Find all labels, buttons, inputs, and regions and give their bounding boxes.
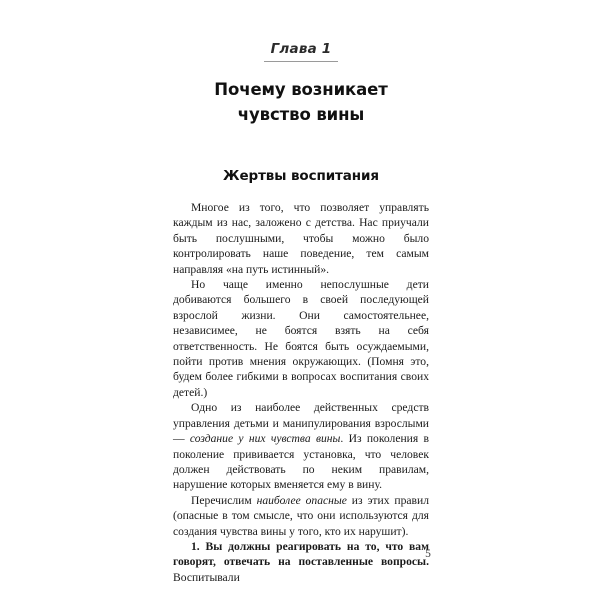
rule-list-item-1	[173, 539, 429, 585]
paragraph-3	[173, 400, 429, 492]
rule-list-item-1-trailing-text: Воспитывали	[173, 570, 240, 584]
paragraph-4-emphasis: наиболее опасные	[256, 493, 347, 507]
page-number: 5	[425, 548, 431, 560]
paragraph-4-text-before-emphasis: Перечислим	[191, 493, 257, 507]
rule-list-item-1-bold-text: 1. Вы должны реагировать на то, что вам говорят, отвечать на поставленные вопросы.	[173, 539, 429, 569]
paragraph-4-text-after-emphasis: из этих правил (опасные в том смысле, что они используются для создания чувства вины у того, кто их нарушит).	[173, 493, 429, 538]
paragraph-1: Многое из того, что позволяет управлять каждым из нас, заложено с детства. Нас приучали быть послушными, чтобы можно было контролировать наше поведение, тем самым направляя «на путь истинный».	[173, 201, 429, 276]
chapter-divider-rule	[264, 61, 338, 62]
paragraph-4	[173, 493, 429, 539]
paragraph-3-text-after-emphasis: . Из поколения в поколение прививается установка, что человек должен действовать по неким правилам, нарушение которых вменяется ему в вину.	[173, 432, 429, 492]
body-text-column	[173, 200, 429, 585]
paragraph-3-text-before-emphasis: Одно из наиболее действенных средств управления детьми и манипулирования взрослыми —	[173, 401, 429, 446]
chapter-header	[173, 40, 429, 128]
paragraph-3-emphasis: создание у них чувства вины	[189, 432, 341, 446]
section-heading: Жертвы воспитания	[223, 168, 379, 184]
chapter-label: Глава 1	[270, 41, 332, 57]
chapter-title-line-2: чувство вины	[237, 105, 365, 125]
chapter-title	[173, 77, 429, 128]
chapter-title-line-1: Почему возникает	[214, 79, 388, 99]
paragraph-2: Но чаще именно непослушные дети добиваются большего в своей последующей взрослой жизни. Они самостоятельнее, независимее, не боятся взять на себя ответственность. Не боятся быть осуждаемыми, пойти против мнения окружающих. (Помня это, будем более гибкими в вопросах воспитания своих детей.)	[173, 278, 429, 399]
